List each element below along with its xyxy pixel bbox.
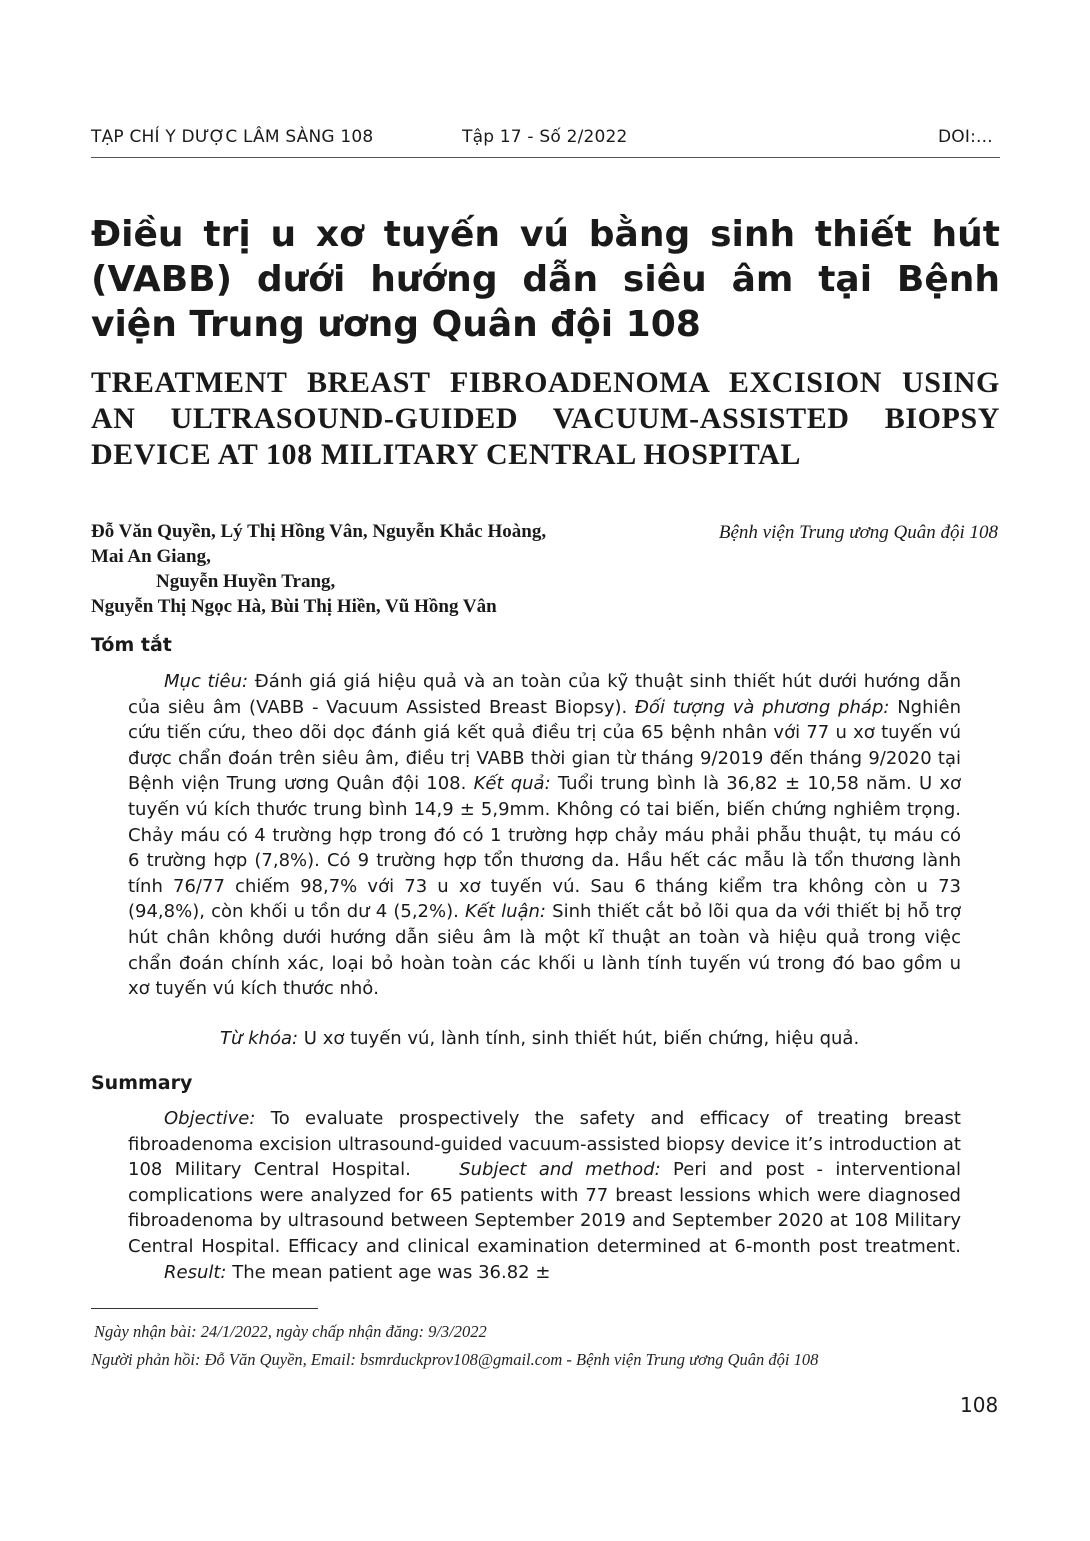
label-objective-en: Objective:: [164, 1108, 256, 1129]
label-result: Kết quả:: [473, 773, 551, 795]
author-line: Nguyễn Huyền Trang,: [156, 571, 336, 592]
label-conclusion: Kết luận:: [465, 901, 546, 923]
header-divider: [91, 157, 1000, 158]
footnote-divider: [91, 1308, 318, 1309]
text-method: Nghiên cứu tiến cứu, theo dõi dọc đánh giá kết quả điều trị của 65 bệnh nhân với 77 u xơ tuyến vú được chẩn đoán trên siêu âm, điều trị VABB thời gian từ tháng 9/2019 đến tháng 9/2020 tại Bệnh viện Trung ương Quân đội 108.: [128, 696, 961, 795]
label-method: Đối tượng và phương pháp:: [634, 696, 890, 718]
article-title-vietnamese: Điều trị u xơ tuyến vú bằng sinh thiết hút (VABB) dưới hướng dẫn siêu âm tại Bệnh viện Trung ương Quân đội 108: [91, 214, 1000, 345]
text-objective: Đánh giá giá hiệu quả và an toàn của kỹ thuật sinh thiết hút dưới hướng dẫn của siêu âm (VABB - Vacuum Assisted Breast Biopsy).: [128, 671, 961, 718]
author-line: Nguyễn Thị Ngọc Hà, Bùi Thị Hiền, Vũ Hồng Vân: [91, 596, 497, 617]
doi-label: DOI:...: [938, 127, 993, 147]
author-line: Đỗ Văn Quyền, Lý Thị Hồng Vân, Nguyễn Khắc Hoàng,: [91, 521, 547, 542]
author-line: Mai An Giang,: [91, 546, 211, 567]
text-conclusion: Sinh thiết cắt bỏ lõi qua da với thiết bị hỗ trợ hút chân không dưới hướng dẫn siêu âm là một kĩ thuật an toàn và hiệu quả trong việc chẩn đoán chính xác, loại bỏ hoàn toàn các khối u lành tính tuyến vú trong đó bao gồm u xơ tuyến vú kích thước nhỏ.: [128, 901, 961, 1000]
label-result-en: Result:: [164, 1261, 227, 1283]
abstract-heading: Tóm tắt: [91, 634, 172, 656]
summary-heading: Summary: [91, 1072, 193, 1094]
text-result: Tuổi trung bình là 36,82 ± 10,58 năm. U xơ tuyến vú kích thước trung bình 14,9 ± 5,9mm. Không có tai biến, biến chứng nghiêm trọng. Chảy máu có 4 trường hợp trong đó có 1 trường hợp chảy máu phải phẫu thuật, tụ máu có 6 trường hợp (7,8%). Có 9 trường hợp tổn thương da. Hầu hết các mẫu là tổn thương lành tính 76/77 chiếm 98,7% với 73 u xơ tuyến vú. Sau 6 tháng kiểm tra không còn u 73 (94,8%), còn khối u tồn dư 4 (5,2%).: [128, 773, 961, 923]
text-subject-en: Peri and post - interventional complications were analyzed for 65 patients with 77 breast lessions which were diagnosed fibroadenoma by ultrasound between September 2019 and September 2020 at 108 Military Central Hospital. Efficacy and clinical examination determined at 6-month post treatment.: [128, 1159, 961, 1257]
footnote-correspondence: Người phản hồi: Đỗ Văn Quyền, Email: bsmrduckprov108@gmail.com - Bệnh viện Trung ương Quân đội 108: [91, 1350, 819, 1369]
keywords: [220, 1028, 859, 1049]
affiliation: Bệnh viện Trung ương Quân đội 108: [718, 522, 998, 543]
issue-info: Tập 17 - Số 2/2022: [462, 127, 628, 147]
abstract-body: [128, 669, 961, 1002]
label-subject-en: Subject and method:: [459, 1159, 661, 1181]
article-title-english: TREATMENT BREAST FIBROADENOMA EXCISION USING AN ULTRASOUND-GUIDED VACUUM-ASSISTED BIOPSY DEVICE AT 108 MILITARY CENTRAL HOSPITAL: [91, 366, 1000, 471]
text-result-en: The mean patient age was 36.82 ±: [226, 1261, 551, 1283]
footnote-dates: Ngày nhận bài: 24/1/2022, ngày chấp nhận đăng: 9/3/2022: [94, 1322, 487, 1341]
label-objective: Mục tiêu:: [164, 671, 249, 692]
keywords-label: Từ khóa:: [220, 1028, 299, 1049]
summary-body: [128, 1106, 961, 1285]
author-list: [91, 519, 651, 619]
keywords-text: U xơ tuyến vú, lành tính, sinh thiết hút, biến chứng, hiệu quả.: [298, 1028, 860, 1049]
journal-name: TẠP CHÍ Y DƯỢC LÂM SÀNG 108: [91, 127, 374, 147]
page-number: 108: [960, 1393, 999, 1417]
text-objective-en: To evaluate prospectively the safety and efficacy of treating breast fibroadenoma excision ultrasound-guided vacuum-assisted biopsy device it’s introduction at 108 Military Central Hospital.: [128, 1108, 961, 1181]
